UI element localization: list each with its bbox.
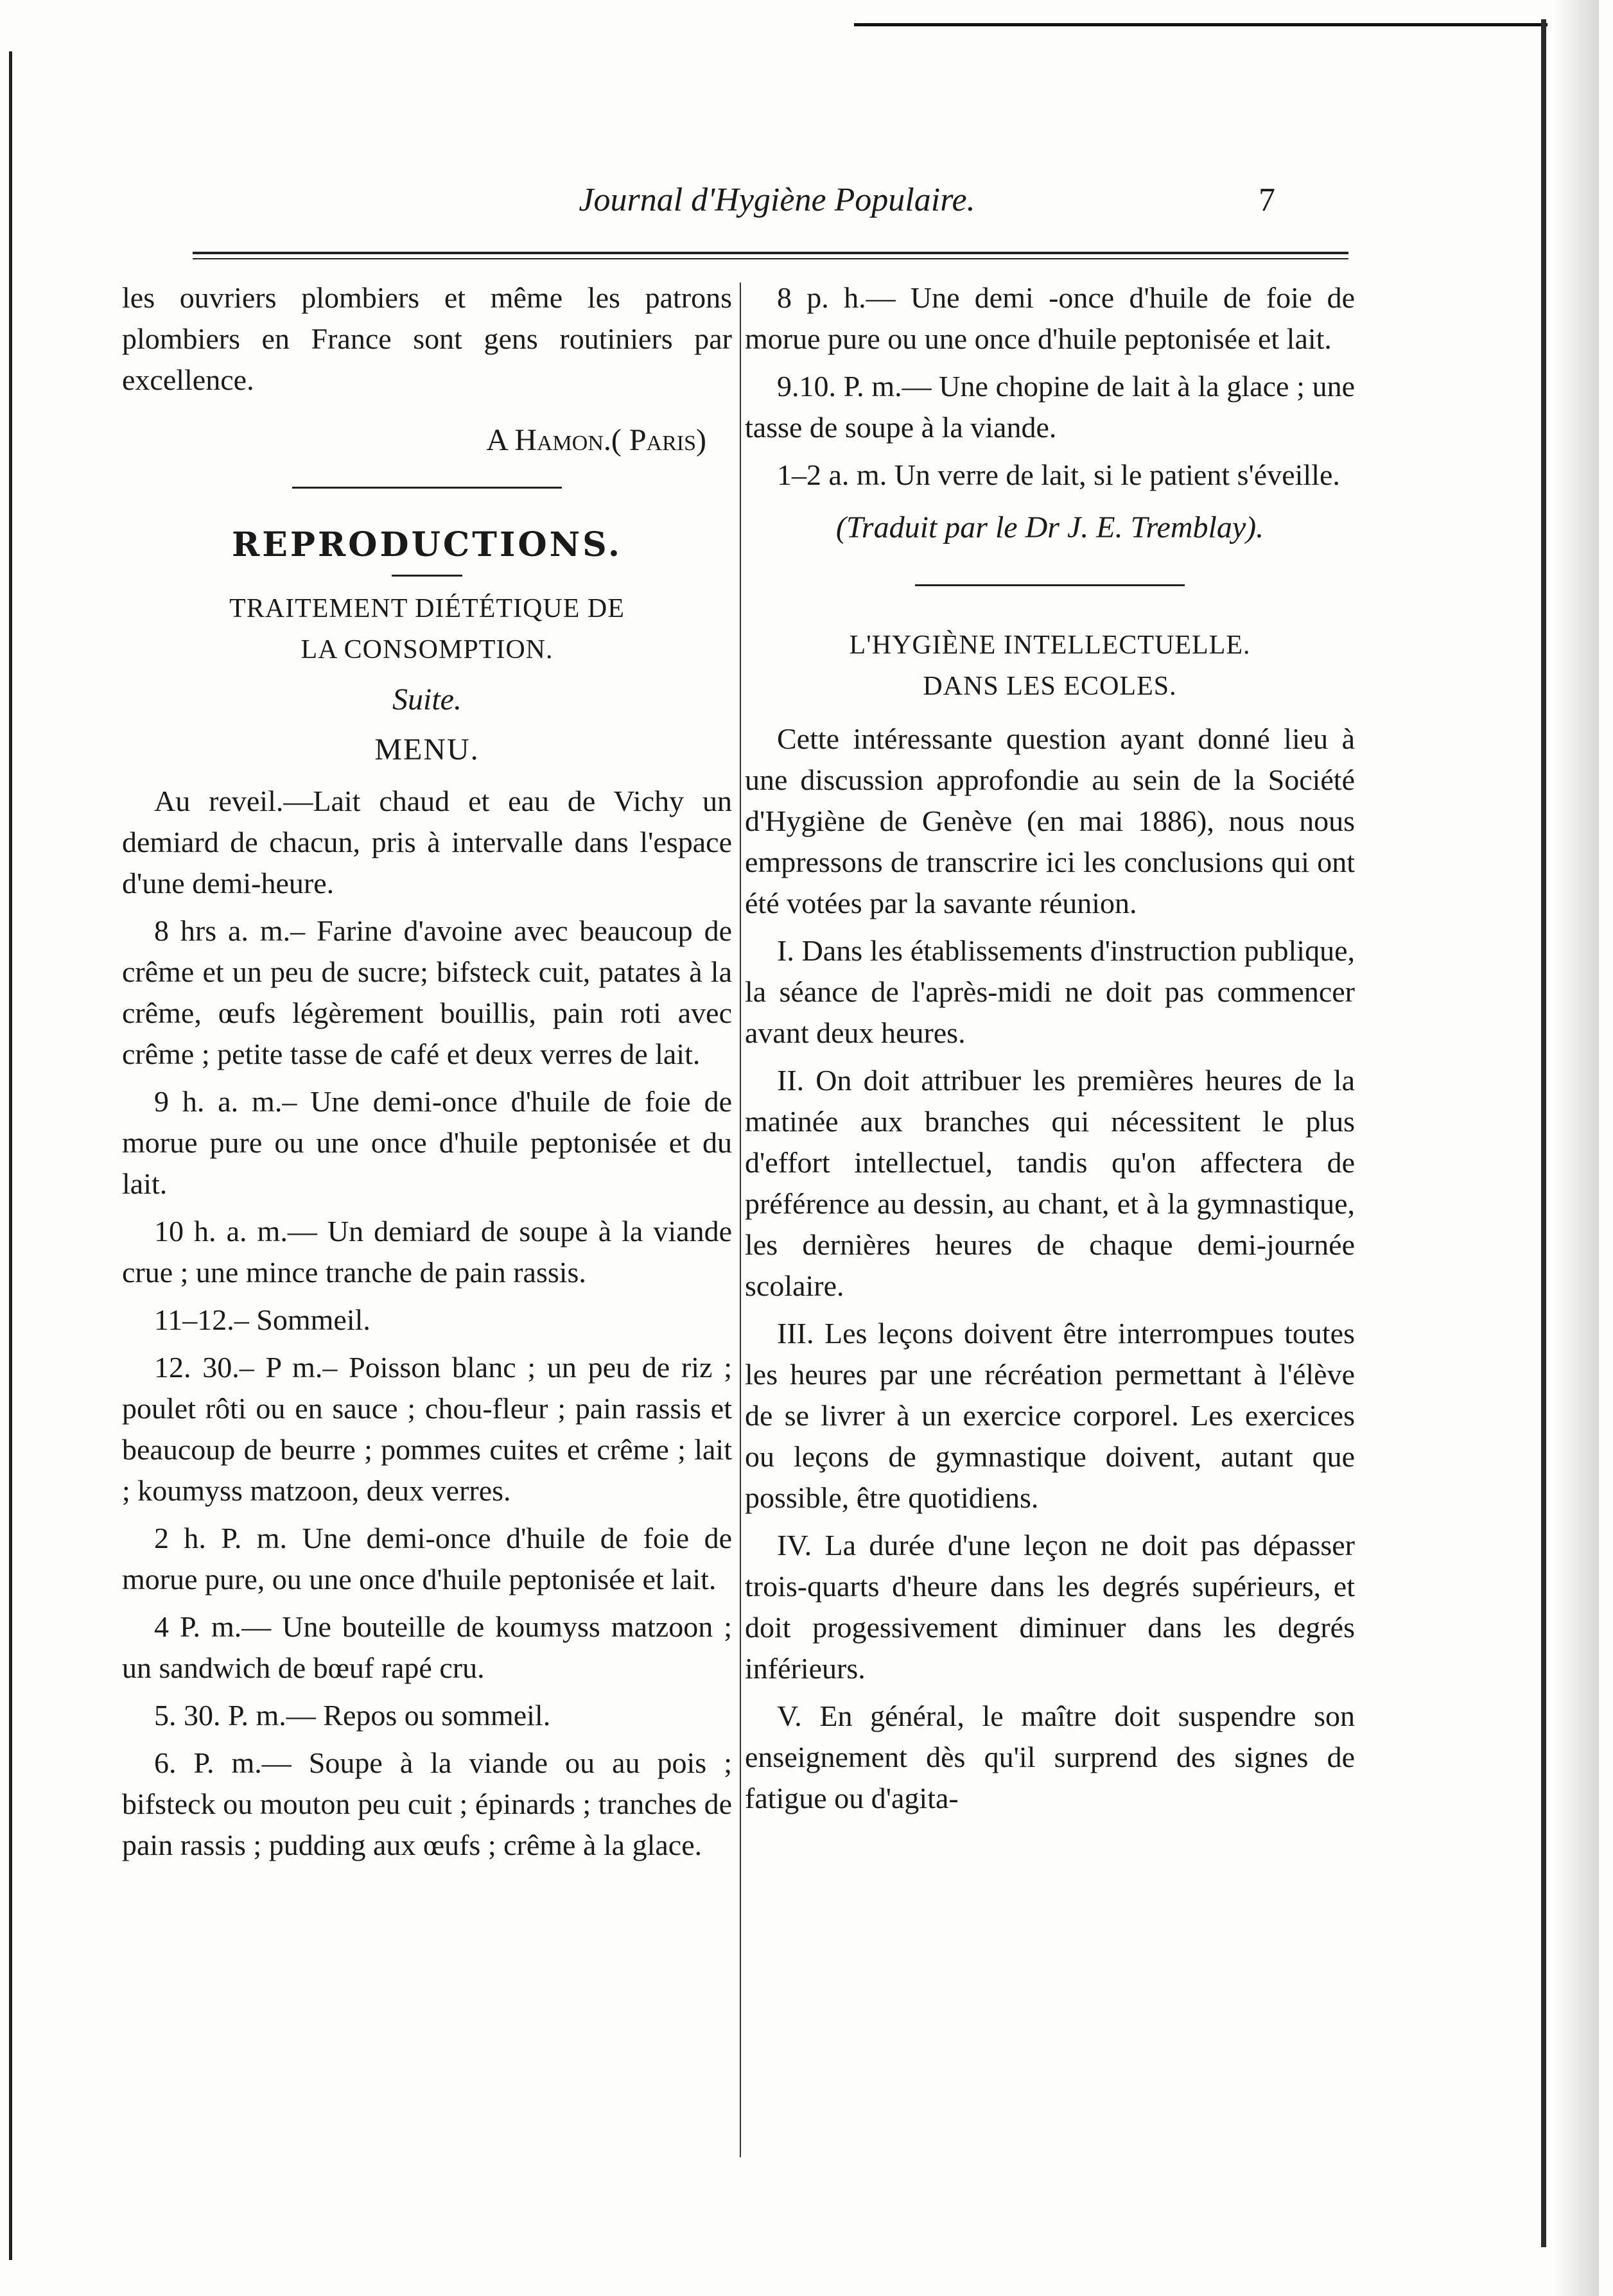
carryover-paragraph: les ouvriers plombiers et même les patrons plombiers en France sont gens routiniers par excellence. — [122, 281, 732, 396]
left-column — [122, 277, 732, 1872]
menu-entry: 9.10. P. m.— Une chopine de lait à la glace ; une tasse de soupe à la viande. — [745, 370, 1355, 444]
running-title: Journal d'Hygiène Populaire. — [579, 182, 975, 218]
section-separator — [292, 487, 562, 489]
heading-underline — [392, 575, 462, 577]
page-right-edge-shadow — [1554, 0, 1599, 2296]
menu-entry: 5. 30. P. m.— Repos ou sommeil. — [154, 1699, 551, 1732]
menu-entry: 12. 30.– P m.– Poisson blanc ; un peu de riz ; poulet rôti ou en sauce ; chou-fleur ; pain rassis et beaucoup de beurre ; pommes cuites et crême ; lait ; koumyss matzoon, deux verres. — [122, 1351, 732, 1507]
article2-title-line1: L'HYGIÈNE INTELLECTUELLE. — [849, 631, 1251, 660]
suite-label: Suite. — [392, 683, 462, 717]
menu-entry: 4 P. m.— Une bouteille de koumyss matzoon ; un sandwich de bœuf rapé cru. — [122, 1610, 732, 1684]
article-title-line2: LA CONSOMPTION. — [301, 635, 554, 665]
menu-entry: 10 h. a. m.— Un demiard de soupe à la viande crue ; une mince tranche de pain rassis. — [122, 1215, 732, 1289]
menu-entry: 1–2 a. m. Un verre de lait, si le patient s'éveille. — [777, 458, 1340, 491]
menu-entry: 8 hrs a. m.– Farine d'avoine avec beaucoup de crême et un peu de sucre; bifsteck cuit, patates à la crême, œufs légèrement bouillis, pain roti avec crême ; petite tasse de café et deux verres de lait. — [122, 914, 732, 1070]
page-header — [109, 181, 1342, 232]
body-paragraph: Cette intéressante question ayant donné lieu à une discussion approfondie au sein de la Société d'Hygiène de Genève (en mai 1886), nous nous empressons de transcrire ici les conclusions qui ont été votées par la savante réunion. — [745, 722, 1355, 919]
article-title-line1: TRAITEMENT DIÉTÉTIQUE DE — [229, 594, 625, 623]
conclusion-paragraph: IV. La durée d'une leçon ne doit pas dépasser trois-quarts d'heure dans les degrés supérieurs, et doit progessivement diminuer dans les degrés inférieurs. — [745, 1529, 1355, 1685]
menu-entry: 11–12.– Sommeil. — [154, 1303, 371, 1336]
conclusion-paragraph: II. On doit attribuer les premières heures de la matinée aux branches qui nécessitent le plus d'effort intellectuel, tandis qu'on affectera de préférence au dessin, au chant, et à la gymnastique, les dernières heures de chaque demi-journée scolaire. — [745, 1064, 1355, 1302]
author-signature: A Hamon.( Paris) — [486, 423, 706, 457]
menu-entry: 2 h. P. m. Une demi-once d'huile de foie de morue pure, ou une once d'huile peptonisée et lait. — [122, 1522, 732, 1596]
section-separator — [915, 584, 1185, 586]
menu-entry: Au reveil.—Lait chaud et eau de Vichy un demiard de chacun, pris à intervalle dans l'espace d'une demi-heure. — [122, 785, 732, 900]
right-column — [745, 277, 1355, 1825]
top-rule — [854, 23, 1548, 26]
translator-credit: (Traduit par le Dr J. E. Tremblay). — [835, 510, 1264, 544]
section-heading: REPRODUCTIONS. — [232, 525, 622, 564]
header-rule-secondary — [193, 258, 1348, 259]
conclusion-paragraph: III. Les leçons doivent être interrompues toutes les heures par une récréation permettant à l'élève de se livrer à un exercice corporel. Les exercices ou leçons de gymnastique doivent, autant que possible, être quotidiens. — [745, 1317, 1355, 1514]
column-divider — [740, 283, 741, 2157]
page-left-edge — [9, 51, 12, 2260]
menu-heading: MENU. — [374, 733, 480, 767]
article2-title-line2: DANS LES ECOLES. — [923, 672, 1177, 701]
conclusion-paragraph: V. En général, le maître doit suspendre son enseignement dès qu'il surprend des signes de fatigue ou d'agita- — [745, 1700, 1355, 1814]
conclusion-paragraph: I. Dans les établissements d'instruction publique, la séance de l'après-midi ne doit pas commencer avant deux heures. — [745, 934, 1355, 1049]
menu-entry: 9 h. a. m.– Une demi-once d'huile de foie de morue pure ou une once d'huile peptonisée et du lait. — [122, 1085, 732, 1200]
page-number: 7 — [1259, 182, 1275, 218]
menu-entry: 6. P. m.— Soupe à la viande ou au pois ; bifsteck ou mouton peu cuit ; épinards ; tranches de pain rassis ; pudding aux œufs ; crême à la glace. — [122, 1746, 732, 1861]
header-rule — [193, 252, 1348, 254]
page-right-edge-line — [1541, 19, 1546, 2247]
menu-entry: 8 p. h.— Une demi -once d'huile de foie de morue pure ou une once d'huile peptonisée et lait. — [745, 281, 1355, 355]
